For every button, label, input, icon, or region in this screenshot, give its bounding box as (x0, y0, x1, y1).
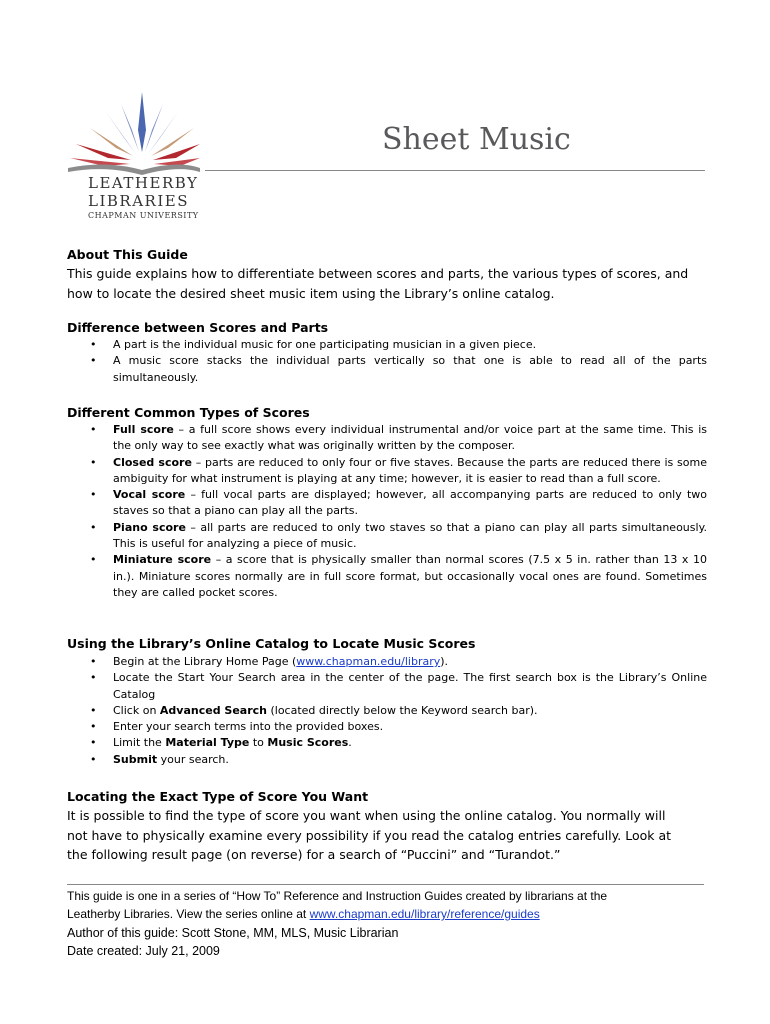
list-item: • Locate the Start Your Search area in the center of the page. The first search box is the Library’s Online Catalog (90, 671, 707, 701)
title-divider (205, 170, 705, 171)
leatherby-libraries-logo (66, 90, 201, 222)
footer-line-1: This guide is one in a series of “How To” Reference and Instruction Guides created by librarians at the (67, 889, 608, 903)
logo-line-3: CHAPMAN UNIVERSITY (88, 211, 199, 220)
difference-heading: Difference between Scores and Parts (67, 320, 329, 335)
locating-line-3: the following result page (on reverse) for a search of “Puccini” and “Turandot.” (67, 847, 561, 862)
logo-line-2: LIBRARIES (88, 192, 189, 210)
list-item: • Enter your search terms into the provided boxes. (90, 720, 384, 734)
logo-line-1: LEATHERBY (88, 174, 199, 192)
list-item: • Miniature score – a score that is physically smaller than normal scores (7.5 x 5 in. rather than 13 x 10 in.). Miniature scores normally are in full score format, but occasionally vocal ones are found. Sometimes they are called pocket scores. (90, 553, 707, 599)
list-item: • Limit the Material Type to Music Scores. (90, 736, 352, 750)
about-line-2: how to locate the desired sheet music item using the Library’s online catalog. (67, 286, 555, 301)
locating-line-2: not have to physically examine every possibility if you read the catalog entries carefully. Look at (67, 828, 672, 843)
locating-line-1: It is possible to find the type of score you want when using the online catalog. You normally will (67, 808, 666, 823)
list-item: • Click on Advanced Search (located directly below the Keyword search bar). (90, 703, 538, 717)
list-item: • Vocal score – full vocal parts are displayed; however, all accompanying parts are reduced to only two staves so that a piano can play all the parts. (90, 488, 707, 518)
footer-date: Date created: July 21, 2009 (67, 944, 220, 958)
list-item: • A part is the individual music for one participating musician in a given piece. (90, 338, 537, 351)
library-home-link[interactable]: www.chapman.edu/library (296, 655, 441, 668)
footer-divider (67, 884, 704, 885)
list-item: • Full score – a full score shows every individual instrumental and/or voice part at the same time. This is the only way to see exactly what was originally written by the composer. (90, 423, 707, 453)
list-item: • Piano score – all parts are reduced to only two staves so that a piano can play all parts simultaneously. This is useful for analyzing a piece of music. (90, 520, 708, 551)
list-item: • Begin at the Library Home Page (www.chapman.edu/library). (90, 655, 449, 668)
footer-author: Author of this guide: Scott Stone, MM, MLS, Music Librarian (67, 926, 399, 940)
types-list (67, 422, 707, 601)
page-title: Sheet Music (382, 122, 571, 157)
list-item: • A music score stacks the individual parts vertically so that one is able to read all of the parts simultaneously. (90, 354, 707, 384)
catalog-steps-list (67, 654, 707, 768)
book-fan-icon (66, 90, 201, 178)
list-item: • Submit your search. (90, 752, 229, 766)
types-heading: Different Common Types of Scores (67, 405, 310, 420)
difference-list (67, 337, 707, 386)
about-line-1: This guide explains how to differentiate between scores and parts, the various types of scores, and (67, 266, 689, 281)
about-heading: About This Guide (67, 247, 188, 262)
footer-line-2: Leatherby Libraries. View the series online at www.chapman.edu/library/reference/guides (67, 907, 540, 921)
list-item: • Closed score – parts are reduced to only four or five staves. Because the parts are reduced there is some ambiguity for what instrument is playing at any time; however, it is easier to read than a full score. (90, 455, 707, 485)
locating-heading: Locating the Exact Type of Score You Want (67, 789, 369, 804)
guides-series-link[interactable]: www.chapman.edu/library/reference/guides (309, 907, 540, 921)
catalog-heading: Using the Library’s Online Catalog to Locate Music Scores (67, 636, 476, 651)
